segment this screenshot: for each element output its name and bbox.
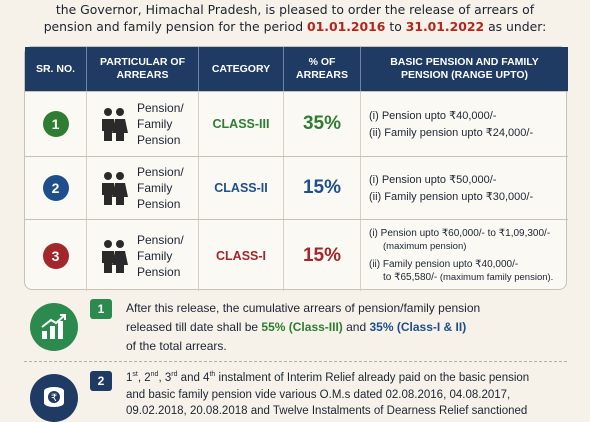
particular-line: Pension/ xyxy=(137,101,184,115)
note-line xyxy=(126,370,529,387)
particular-line: Pension/ xyxy=(137,165,184,179)
particular-line: Family xyxy=(137,181,173,195)
note-line xyxy=(126,318,480,337)
pensioner-couple-icon xyxy=(99,171,129,205)
sr-badge: 2 xyxy=(43,175,69,201)
note-2-text xyxy=(126,370,529,420)
particular-line: Pension/ xyxy=(137,232,184,247)
note-highlight-class-i-ii: 35% (Class-I & II) xyxy=(369,320,467,334)
intro-line-2-mid: to xyxy=(385,19,406,34)
svg-text:₹: ₹ xyxy=(50,393,58,404)
pension-range xyxy=(361,170,568,207)
table-row xyxy=(25,219,568,291)
note-segment: , 3 xyxy=(158,372,172,384)
note-segment: 1 xyxy=(126,372,133,384)
category-label: CLASS-I xyxy=(216,248,266,263)
intro-line-1: the Governor, Himachal Pradesh, is pleased to order the release of arrears of xyxy=(55,2,535,17)
range-item: (i) Pension upto ₹50,000/- xyxy=(369,173,497,186)
intro-line-2-pre: pension and family pension for the period xyxy=(43,19,308,34)
note-badge: 2 xyxy=(90,371,112,391)
header-percent: % OF ARREARS xyxy=(284,47,361,91)
note-badge: 1 xyxy=(90,299,112,319)
date-from: 01.01.2016 xyxy=(307,19,386,34)
arrears-percent: 15% xyxy=(302,177,342,198)
arrears-percent: 35% xyxy=(302,113,342,134)
note-sup: st xyxy=(132,371,138,379)
growth-chart-icon xyxy=(30,303,78,351)
note-segment: and xyxy=(342,320,370,334)
note-line: 09.02.2018, 20.08.2018 and Twelve Instalments of Dearness Relief sanctioned xyxy=(126,405,528,417)
range-item-note: (maximum pension) xyxy=(383,241,467,252)
particular-line: Pension xyxy=(137,197,181,211)
pension-range xyxy=(361,227,568,284)
note-line: and basic family pension vide various O.M.s dated 02.08.2016, 04.08.2017, xyxy=(126,388,511,401)
range-item-note xyxy=(369,271,568,284)
table-row xyxy=(25,156,568,219)
range-note: (maximum family pension). xyxy=(437,272,554,283)
range-item: (i) Pension upto ₹60,000/- to ₹1,09,300/- xyxy=(369,228,551,239)
note-sup: nd xyxy=(150,371,159,379)
range-item: (i) Pension upto ₹40,000/- xyxy=(369,109,497,122)
arrears-table xyxy=(24,46,567,290)
particular-line: Family xyxy=(137,248,173,263)
section-divider xyxy=(24,361,567,362)
range-item: (ii) Family pension upto ₹24,000/- xyxy=(369,126,534,139)
intro-text xyxy=(0,0,590,35)
note-line: of the total arrears. xyxy=(126,339,227,353)
header-basic-pension: BASIC PENSION AND FAMILY PENSION (RANGE UPTO) xyxy=(390,56,539,81)
range-item: (ii) Family pension upto ₹30,000/- xyxy=(369,190,534,203)
date-to: 31.01.2022 xyxy=(405,19,485,34)
note-sup: rd xyxy=(171,371,178,379)
particular-line: Pension xyxy=(137,264,181,279)
pension-range xyxy=(361,106,568,143)
pensioner-couple-icon xyxy=(99,239,129,273)
note-segment: and 4 xyxy=(177,372,210,384)
particular-line: Pension xyxy=(137,133,181,147)
note-highlight-class-iii: 55% (Class-III) xyxy=(261,320,343,334)
arrears-percent: 15% xyxy=(302,244,342,266)
note-segment: released till date shall be xyxy=(126,320,262,334)
table-header xyxy=(25,47,568,91)
sr-badge: 3 xyxy=(43,243,69,269)
pensioner-couple-icon xyxy=(99,107,129,141)
rupee-coins-icon xyxy=(30,374,78,422)
range-item: (ii) Family pension upto ₹40,000/- xyxy=(369,259,519,270)
category-label: CLASS-II xyxy=(214,181,268,195)
note-sup: th xyxy=(209,371,216,379)
note-line: After this release, the cumulative arrears of pension/family pension xyxy=(126,301,481,315)
intro-line-2-post: as under: xyxy=(484,19,547,34)
note-segment: , 2 xyxy=(137,372,151,384)
table-row xyxy=(25,91,568,156)
particular-line: Family xyxy=(137,117,173,131)
note-segment: instalment of Interim Relief already paid on the basic pension xyxy=(215,372,530,384)
header-particular: PARTICULAR OF ARREARS xyxy=(87,47,199,91)
sr-badge: 1 xyxy=(43,111,69,137)
header-sr-no: SR. NO. xyxy=(25,47,87,91)
note-1-text xyxy=(126,299,480,356)
header-category: CATEGORY xyxy=(199,47,284,91)
intro-line-2 xyxy=(0,18,590,35)
range-amount: to ₹65,580/- xyxy=(383,272,438,283)
category-label: CLASS-III xyxy=(212,117,270,131)
